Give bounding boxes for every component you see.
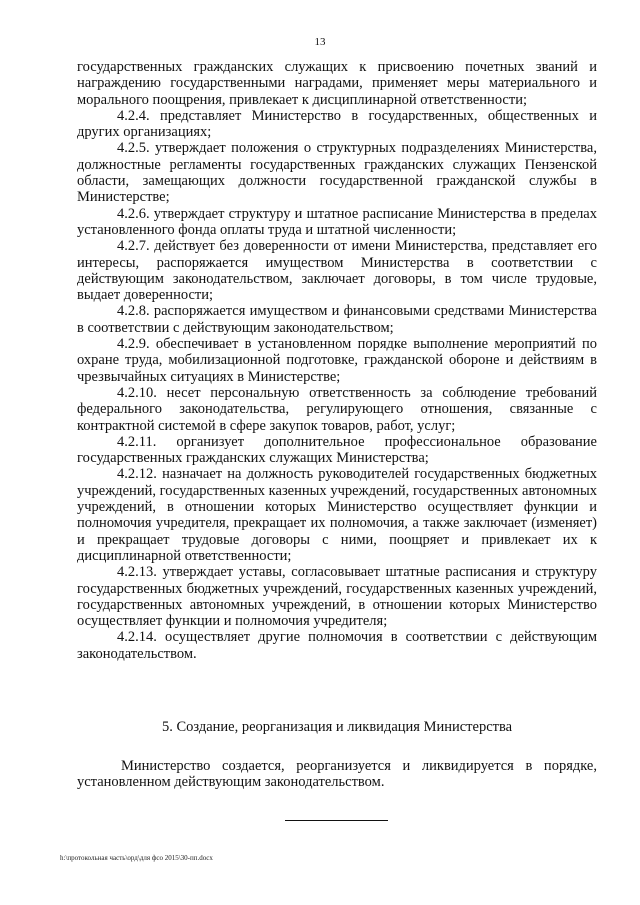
paragraph-4-2-10: 4.2.10. несет персональную ответственность за соблюдение требований федерального законодательства, регулирующего отношения, связанные с контрактной системой в сфере закупок товаров, работ, услуг;: [77, 384, 597, 434]
footer-file-path: h:\протокольная часть\орд\для фсо 2015\30-пп.docx: [60, 854, 213, 862]
paragraph-4-2-9: 4.2.9. обеспечивает в установленном порядке выполнение мероприятий по охране труда, мобилизационной подготовке, гражданской обороне и действиям в чрезвычайных ситуациях в Министерстве;: [77, 336, 597, 385]
paragraph-4-2-14: 4.2.14. осуществляет другие полномочия в соответствии с действующим законодательством.: [77, 629, 597, 662]
paragraph-4-2-4: 4.2.4. представляет Министерство в государственных, общественных и других организациях;: [77, 107, 597, 141]
paragraph-4-2-13: 4.2.13. утверждает уставы, согласовывает штатные расписания и структуру государственных бюджетных учреждений, государственных казенных учреждений, государственных автономных учреждений, в отношении которых Министерство осуществляет функции и полномочия учредителя;: [77, 564, 597, 630]
paragraph-4-2-6: 4.2.6. утверждает структуру и штатное расписание Министерства в пределах установленного фонда оплаты труда и штатной численности;: [77, 205, 597, 238]
section-heading: 5. Создание, реорганизация и ликвидация Министерства: [161, 719, 513, 735]
page-number: 13: [314, 36, 326, 48]
paragraph-4-2-5: 4.2.5. утверждает положения о структурных подразделениях Министерства, должностные регламенты государственных гражданских служащих Пензенской области, замещающих должности государственной гражданской службы в Министерстве;: [77, 140, 597, 206]
paragraph-4-2-7: 4.2.7. действует без доверенности от имени Министерства, представляет его интересы, распоряжается имуществом Министерства в соответствии с действующим законодательством, заключает договоры, в том числе трудовые, выдает доверенности;: [77, 238, 597, 304]
paragraph-4-2-8: 4.2.8. распоряжается имуществом и финансовыми средствами Министерства в соответствии с действующим законодательством;: [77, 303, 597, 336]
document-body: [77, 59, 597, 662]
closing-paragraph: Министерство создается, реорганизуется и ликвидируется в порядке, установленном действующим законодательством.: [77, 758, 597, 791]
paragraph-4-2-12: 4.2.12. назначает на должность руководителей государственных бюджетных учреждений, государственных казенных учреждений, государственных автономных учреждений, в отношении которых Министерство осуществляет функции и полномочия учредителя, прекращает их полномочия, а также заключает (изменяет) и прекращает трудовые договоры с ними, поощряет и привлекает их к дисциплинарной ответственности;: [77, 466, 597, 564]
end-rule: [285, 820, 388, 821]
paragraph-4-2-11: 4.2.11. организует дополнительное профессиональное образование государственных гражданских служащих Министерства;: [77, 433, 597, 467]
paragraph-continuation: государственных гражданских служащих к присвоению почетных званий и награждению государственными наградами, применяет меры материального и морального поощрения, привлекает к дисциплинарной ответственности;: [77, 59, 597, 108]
